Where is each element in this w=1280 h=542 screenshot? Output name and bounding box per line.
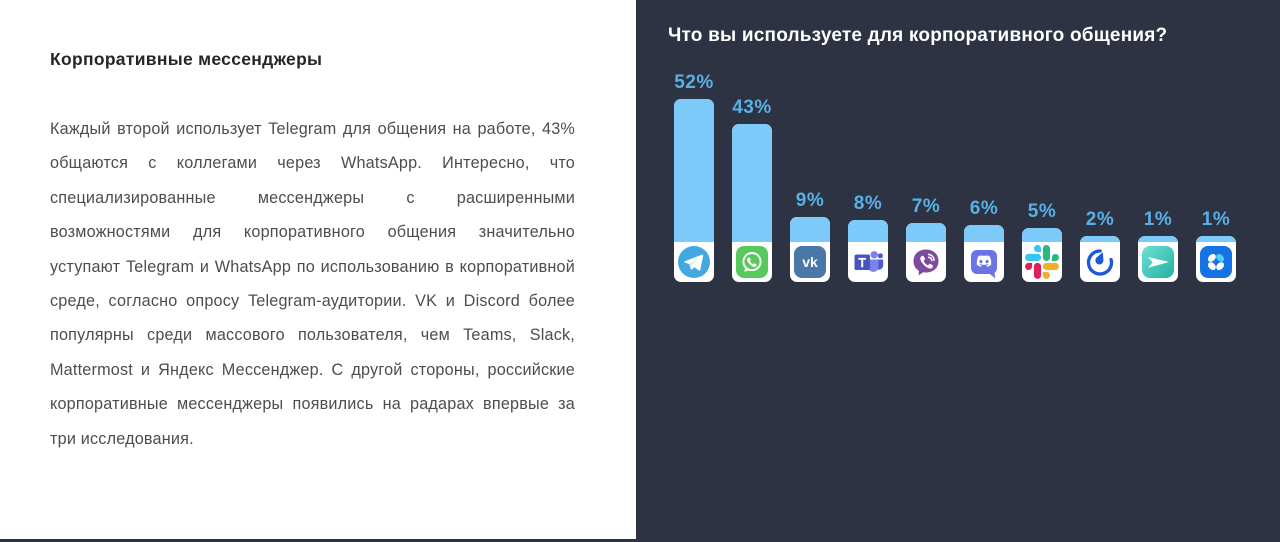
teams-icon xyxy=(851,245,885,279)
discord-icon xyxy=(967,245,1001,279)
bar xyxy=(674,99,714,282)
bar-value-label: 43% xyxy=(732,97,772,118)
chart-bar-vk xyxy=(790,190,830,282)
express-icon xyxy=(1199,245,1233,279)
bar-fill xyxy=(790,217,830,242)
chart-bar-vkteams xyxy=(1138,209,1178,282)
bar-fill xyxy=(674,99,714,242)
bar-base xyxy=(674,242,714,282)
chart-panel xyxy=(636,0,1280,539)
bar-fill xyxy=(1022,228,1062,242)
bar-fill xyxy=(906,223,946,242)
slack-icon xyxy=(1025,245,1059,279)
bar-base xyxy=(848,242,888,282)
bar-base xyxy=(1138,242,1178,282)
viber-icon xyxy=(909,245,943,279)
bar-value-label: 7% xyxy=(911,196,941,217)
chart-title: Что вы используете для корпоративного общения? xyxy=(668,25,1168,46)
bar-value-label: 52% xyxy=(674,72,714,93)
bar xyxy=(1022,228,1062,282)
chart-bar-whatsapp xyxy=(732,97,772,282)
chart-bar-express xyxy=(1196,209,1236,282)
chart-bar-teams xyxy=(848,193,888,282)
section-heading: Корпоративные мессенджеры xyxy=(50,49,323,69)
bar xyxy=(906,223,946,282)
bar xyxy=(1080,236,1120,282)
bar-chart xyxy=(674,66,1280,282)
whatsapp-icon xyxy=(735,245,769,279)
mattermost-icon xyxy=(1083,245,1117,279)
vkteams-icon xyxy=(1141,245,1175,279)
vk-icon xyxy=(793,245,827,279)
bar-value-label: 2% xyxy=(1085,209,1115,230)
telegram-icon xyxy=(677,245,711,279)
bar-base xyxy=(1022,242,1062,282)
chart-bar-viber xyxy=(906,196,946,282)
bar-base xyxy=(906,242,946,282)
bar-value-label: 1% xyxy=(1201,209,1231,230)
chart-bar-telegram xyxy=(674,72,714,282)
bar xyxy=(848,220,888,282)
text-panel xyxy=(0,0,636,539)
bar-base xyxy=(1196,242,1236,282)
bar-value-label: 1% xyxy=(1143,209,1173,230)
bar-fill xyxy=(964,225,1004,242)
bar-base xyxy=(790,242,830,282)
chart-bar-slack xyxy=(1022,201,1062,282)
bar-value-label: 6% xyxy=(969,198,999,219)
bar-base xyxy=(732,242,772,282)
svg-text:vk: vk xyxy=(802,254,818,270)
bar-value-label: 9% xyxy=(795,190,825,211)
bar-base xyxy=(1080,242,1120,282)
chart-bar-discord xyxy=(964,198,1004,282)
bar-value-label: 5% xyxy=(1027,201,1057,222)
bar-fill xyxy=(732,124,772,242)
chart-bar-mattermost xyxy=(1080,209,1120,282)
bar xyxy=(732,124,772,282)
bar-value-label: 8% xyxy=(853,193,883,214)
bar xyxy=(1138,236,1178,282)
bar-fill xyxy=(848,220,888,242)
body-paragraph: Каждый второй использует Telegram для общения на работе, 43% общаются с коллегами через WhatsApp. Интересно, что специализированные мессенджеры с расширенными возможностями для корпоративного общения значительно уступают Telegram и WhatsApp по использованию в корпоративной среде, согласно опросу Telegram-аудитории. VK и Discord более популярны среди массового пользователя, чем Teams, Slack, Mattermost и Яндекс Мессенджер. С другой стороны, российские корпоративные мессенджеры появились на радарах впервые за три исследования. xyxy=(50,120,575,448)
bar xyxy=(790,217,830,282)
bar xyxy=(1196,236,1236,282)
bar-base xyxy=(964,242,1004,282)
bar xyxy=(964,225,1004,282)
